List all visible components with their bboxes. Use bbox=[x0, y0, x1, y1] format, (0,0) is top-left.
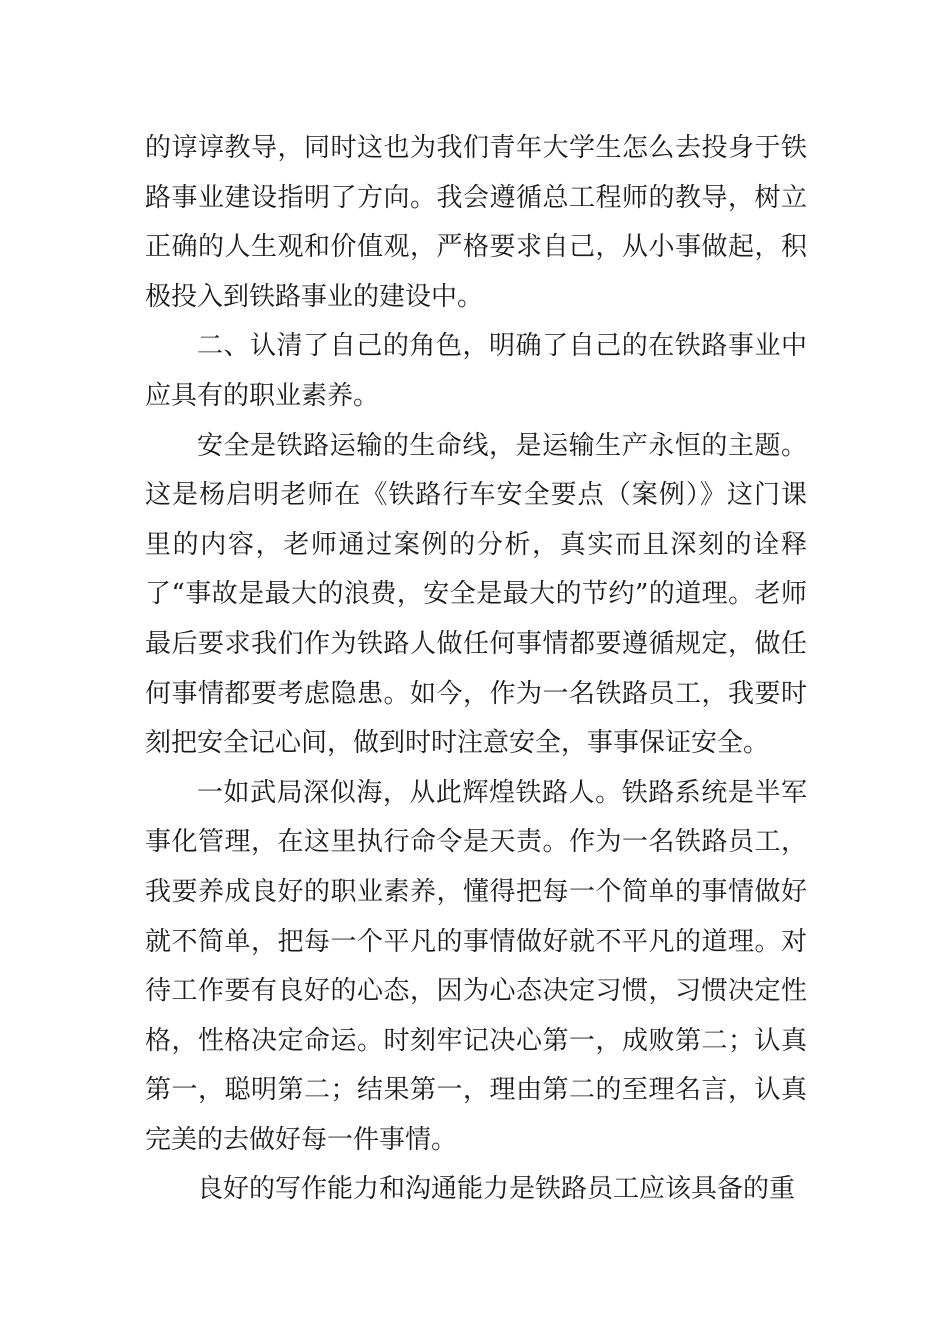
document-body bbox=[145, 124, 807, 1215]
paragraph-continuation: 的谆谆教导，同时这也为我们青年大学生怎么去投身于铁路事业建设指明了方向。我会遵循总工程师的教导，树立正确的人生观和价值观，严格要求自己，从小事做起，积极投入到铁路事业的建设中。 bbox=[145, 133, 807, 312]
paragraph-professional-quality: 一如武局深似海，从此辉煌铁路人。铁路系统是半军事化管理，在这里执行命令是天责。作为一名铁路员工，我要养成良好的职业素养，懂得把每一个简单的事情做好就不简单，把每一个平凡的事情做好就不平凡的道理。对待工作要有良好的心态，因为心态决定习惯，习惯决定性格，性格决定命运。时刻牢记决心第一，成败第二；认真第一，聪明第二；结果第一，理由第二的至理名言，认真完美的去做好每一件事情。 bbox=[145, 777, 807, 1155]
paragraph-writing-communication: 良好的写作能力和沟通能力是铁路员工应该具备的重 bbox=[197, 1174, 796, 1205]
paragraph-section-heading: 二、认清了自己的角色，明确了自己的在铁路事业中应具有的职业素养。 bbox=[145, 331, 807, 411]
paragraph-safety: 安全是铁路运输的生命线，是运输生产永恒的主题。这是杨启明老师在《铁路行车安全要点（案例）》这门课里的内容，老师通过案例的分析，真实而且深刻的诠释了“事故是最大的浪费，安全是最大的节约”的道理。老师最后要求我们作为铁路人做任何事情都要遵循规定，做任何事情都要考虑隐患。如今，作为一名铁路员工，我要时刻把安全记心间，做到时时注意安全，事事保证安全。 bbox=[145, 430, 807, 759]
